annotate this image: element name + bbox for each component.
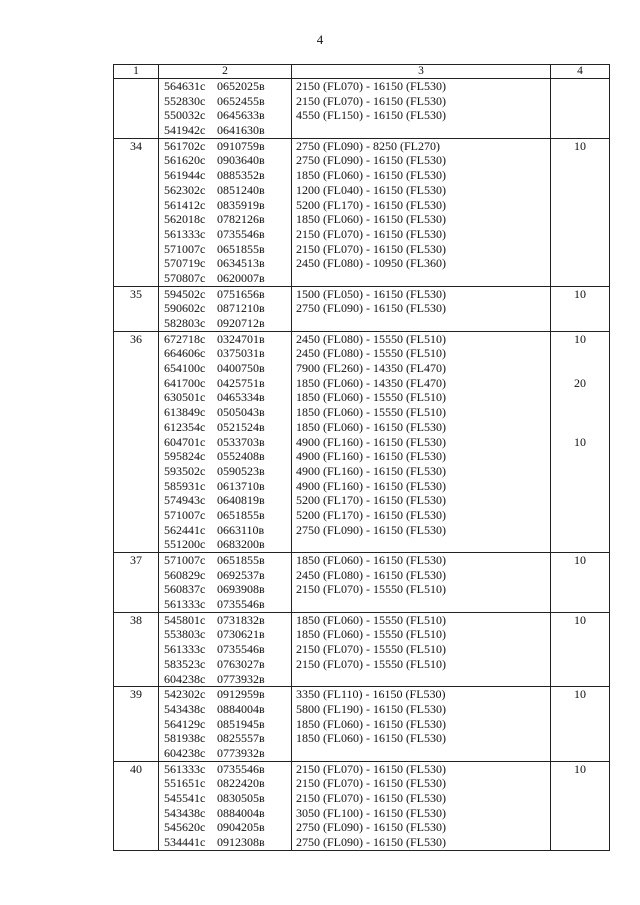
altitude-range: 2450 (FL080) - 16150 (FL530) xyxy=(296,567,446,582)
coordinate-line xyxy=(159,287,291,302)
longitude: 0884004в xyxy=(217,701,265,716)
longitude: 0871210в xyxy=(217,301,265,316)
value-cell xyxy=(551,553,610,613)
longitude: 0735546в xyxy=(217,226,265,241)
latitude: 585931с xyxy=(164,478,206,493)
longitude: 0663110в xyxy=(217,522,265,537)
altitude-range: 2750 (FL090) - 16150 (FL530) xyxy=(296,153,446,168)
table-row xyxy=(114,761,610,850)
value: 10 xyxy=(574,331,586,346)
longitude: 0884004в xyxy=(217,805,265,820)
latitude: 562441с xyxy=(164,522,206,537)
altitude-range: 2450 (FL080) - 10950 (FL360) xyxy=(296,256,446,271)
altitude-range: 3350 (FL110) - 16150 (FL530) xyxy=(296,687,446,702)
coordinate-line xyxy=(159,537,291,552)
coordinate-line xyxy=(159,139,291,154)
latitude: 574943с xyxy=(164,493,206,508)
altitude-range: 5200 (FL170) - 16150 (FL530) xyxy=(296,493,446,508)
longitude: 0730621в xyxy=(217,627,265,642)
latitude: 562018с xyxy=(164,212,206,227)
coordinate-line xyxy=(159,168,291,183)
altitude-range: 1850 (FL060) - 16150 (FL530) xyxy=(296,168,446,183)
longitude: 0851945в xyxy=(217,716,265,731)
latitude: 582803с xyxy=(164,316,206,330)
coordinate-line xyxy=(159,332,291,347)
latitude: 595824с xyxy=(164,449,206,464)
longitude: 0773932в xyxy=(217,671,265,686)
longitude: 0735546в xyxy=(217,597,265,612)
coordinate-line xyxy=(159,731,291,746)
longitude: 0465334в xyxy=(217,390,265,405)
coordinate-line xyxy=(159,657,291,672)
latitude: 561702с xyxy=(164,138,206,153)
table-row xyxy=(114,331,610,552)
longitude: 0763027в xyxy=(217,656,265,671)
longitude: 0613710в xyxy=(217,478,265,493)
coordinate-line xyxy=(159,449,291,464)
coordinate-line xyxy=(159,390,291,405)
value-cell xyxy=(551,687,610,761)
longitude: 0324701в xyxy=(217,331,265,346)
altitude-range: 5200 (FL170) - 16150 (FL530) xyxy=(296,197,446,212)
altitude-range: 4900 (FL160) - 16150 (FL530) xyxy=(296,478,446,493)
longitude: 0830505в xyxy=(217,791,265,805)
longitude: 0825557в xyxy=(217,731,265,746)
coordinate-line xyxy=(159,627,291,642)
table-row xyxy=(114,286,610,331)
coordinate-line xyxy=(159,153,291,168)
latitude: 583523с xyxy=(164,656,206,671)
longitude: 0651855в xyxy=(217,553,265,567)
coordinates-cell xyxy=(159,331,292,552)
section-number-cell xyxy=(114,612,159,686)
value: 10 xyxy=(574,286,586,301)
coordinate-line xyxy=(159,227,291,242)
coordinate-line xyxy=(159,242,291,257)
altitude-range: 2150 (FL070) - 16150 (FL530) xyxy=(296,241,446,256)
altitude-range: 2750 (FL090) - 16150 (FL530) xyxy=(296,820,446,835)
latitude: 571007с xyxy=(164,553,206,567)
section-number-cell xyxy=(114,138,159,286)
longitude: 0751656в xyxy=(217,286,265,301)
latitude: 560837с xyxy=(164,582,206,597)
value xyxy=(551,405,609,420)
latitude: 545801с xyxy=(164,612,206,627)
altitude-range: 2150 (FL070) - 16150 (FL530) xyxy=(296,761,446,776)
coordinate-line xyxy=(159,568,291,583)
altitude-range: 2150 (FL070) - 16150 (FL530) xyxy=(296,791,446,805)
altitude-range: 4900 (FL160) - 16150 (FL530) xyxy=(296,463,446,478)
longitude: 0731832в xyxy=(217,612,265,627)
latitude: 541942с xyxy=(164,123,206,138)
coordinates-cell xyxy=(159,286,292,331)
coordinates-cell xyxy=(159,612,292,686)
altitude-range: 1850 (FL060) - 14350 (FL470) xyxy=(296,375,446,390)
coordinate-line xyxy=(159,553,291,568)
coordinate-line xyxy=(159,479,291,494)
coordinate-line xyxy=(159,79,291,94)
latitude: 564129с xyxy=(164,716,206,731)
latitude: 551651с xyxy=(164,776,206,791)
coordinate-line xyxy=(159,316,291,331)
coordinate-line xyxy=(159,642,291,657)
section-number: 39 xyxy=(130,687,142,702)
coordinate-line xyxy=(159,123,291,138)
latitude: 604238с xyxy=(164,671,206,686)
coordinate-line xyxy=(159,301,291,316)
altitude-range-cell xyxy=(292,286,551,331)
coordinate-line xyxy=(159,597,291,612)
longitude: 0835919в xyxy=(217,197,265,212)
latitude: 604238с xyxy=(164,745,206,760)
coordinate-line xyxy=(159,762,291,777)
latitude: 543438с xyxy=(164,805,206,820)
altitude-range-cell xyxy=(292,331,551,552)
latitude: 664606с xyxy=(164,346,206,361)
latitude: 534441с xyxy=(164,835,206,850)
coordinates-cell xyxy=(159,138,292,286)
coordinate-line xyxy=(159,183,291,198)
coordinate-line xyxy=(159,94,291,109)
table-row xyxy=(114,553,610,613)
altitude-range: 4900 (FL160) - 16150 (FL530) xyxy=(296,434,446,449)
value: 20 xyxy=(574,375,586,390)
coordinate-line xyxy=(159,835,291,850)
longitude: 0693908в xyxy=(217,582,265,597)
altitude-range: 2750 (FL090) - 16150 (FL530) xyxy=(296,835,446,850)
coordinate-line xyxy=(159,271,291,286)
longitude: 0904205в xyxy=(217,820,265,835)
coordinate-line xyxy=(159,212,291,227)
longitude: 0912959в xyxy=(217,687,265,702)
longitude: 0652455в xyxy=(217,93,265,108)
airspace-table xyxy=(113,64,610,851)
coordinate-line xyxy=(159,376,291,391)
coordinate-line xyxy=(159,820,291,835)
coordinate-line xyxy=(159,464,291,479)
coordinate-line xyxy=(159,256,291,271)
latitude: 571007с xyxy=(164,507,206,522)
latitude: 542302с xyxy=(164,687,206,702)
altitude-range: 5800 (FL190) - 16150 (FL530) xyxy=(296,701,446,716)
altitude-range: 7900 (FL260) - 14350 (FL470) xyxy=(296,361,446,376)
value: 10 xyxy=(574,761,586,776)
table-row xyxy=(114,612,610,686)
altitude-range: 2150 (FL070) - 15550 (FL510) xyxy=(296,582,446,597)
altitude-range: 4900 (FL160) - 16150 (FL530) xyxy=(296,449,446,464)
longitude: 0903640в xyxy=(217,153,265,168)
latitude: 561620с xyxy=(164,153,206,168)
longitude: 0920712в xyxy=(217,316,265,330)
altitude-range-cell xyxy=(292,553,551,613)
altitude-range: 1850 (FL060) - 16150 (FL530) xyxy=(296,716,446,731)
longitude: 0912308в xyxy=(217,835,265,850)
coordinate-line xyxy=(159,776,291,791)
longitude: 0910759в xyxy=(217,138,265,153)
header-col-3: 3 xyxy=(292,65,551,79)
latitude: 561333с xyxy=(164,597,206,612)
table-row xyxy=(114,138,610,286)
latitude: 612354с xyxy=(164,419,206,434)
longitude: 0533703в xyxy=(217,434,265,449)
longitude: 0782126в xyxy=(217,212,265,227)
header-col-2: 2 xyxy=(159,65,292,79)
coordinate-line xyxy=(159,791,291,806)
longitude: 0651855в xyxy=(217,507,265,522)
latitude: 654100с xyxy=(164,361,206,376)
altitude-range: 2750 (FL090) - 16150 (FL530) xyxy=(296,301,446,316)
coordinate-line xyxy=(159,717,291,732)
longitude: 0590523в xyxy=(217,463,265,478)
latitude: 561333с xyxy=(164,226,206,241)
section-number-cell xyxy=(114,761,159,850)
value-cell xyxy=(551,286,610,331)
latitude: 630501с xyxy=(164,390,206,405)
coordinate-line xyxy=(159,806,291,821)
value xyxy=(551,346,609,361)
altitude-range: 1850 (FL060) - 15550 (FL510) xyxy=(296,390,446,405)
longitude: 0651855в xyxy=(217,241,265,256)
latitude: 571007с xyxy=(164,241,206,256)
longitude: 0652025в xyxy=(217,79,265,93)
longitude: 0505043в xyxy=(217,405,265,420)
latitude: 545541с xyxy=(164,791,206,805)
latitude: 561944с xyxy=(164,168,206,183)
longitude: 0822420в xyxy=(217,776,265,791)
table-header-row xyxy=(114,65,610,79)
coordinate-line xyxy=(159,582,291,597)
longitude: 0645633в xyxy=(217,108,265,123)
altitude-range: 2150 (FL070) - 16150 (FL530) xyxy=(296,93,446,108)
section-number: 38 xyxy=(130,612,142,627)
longitude: 0735546в xyxy=(217,761,265,776)
altitude-range-cell xyxy=(292,612,551,686)
longitude: 0773932в xyxy=(217,745,265,760)
coordinate-line xyxy=(159,346,291,361)
value-cell xyxy=(551,331,610,552)
section-number: 34 xyxy=(130,138,142,153)
altitude-range: 2150 (FL070) - 16150 (FL530) xyxy=(296,776,446,791)
latitude: 593502с xyxy=(164,463,206,478)
longitude: 0641630в xyxy=(217,123,265,138)
altitude-range: 4550 (FL150) - 16150 (FL530) xyxy=(296,108,446,123)
altitude-range: 1850 (FL060) - 15550 (FL510) xyxy=(296,405,446,420)
latitude: 543438с xyxy=(164,701,206,716)
value: 10 xyxy=(574,687,586,702)
section-number: 36 xyxy=(130,331,142,346)
altitude-range: 2750 (FL090) - 8250 (FL270) xyxy=(296,138,440,153)
table-row xyxy=(114,687,610,761)
altitude-range: 2750 (FL090) - 16150 (FL530) xyxy=(296,522,446,537)
altitude-range: 2450 (FL080) - 15550 (FL510) xyxy=(296,331,446,346)
altitude-range-cell xyxy=(292,79,551,139)
value-cell xyxy=(551,612,610,686)
section-number: 40 xyxy=(130,761,142,776)
coordinate-line xyxy=(159,746,291,761)
header-col-4: 4 xyxy=(551,65,610,79)
coordinate-line xyxy=(159,613,291,628)
value-cell xyxy=(551,138,610,286)
longitude: 0683200в xyxy=(217,537,265,552)
latitude: 561333с xyxy=(164,642,206,657)
altitude-range-cell xyxy=(292,761,551,850)
latitude: 553803с xyxy=(164,627,206,642)
value xyxy=(551,390,609,405)
coordinate-line xyxy=(159,420,291,435)
coordinate-line xyxy=(159,687,291,702)
value xyxy=(551,361,609,376)
coordinate-line xyxy=(159,672,291,687)
section-number-cell xyxy=(114,687,159,761)
latitude: 562302с xyxy=(164,182,206,197)
longitude: 0640819в xyxy=(217,493,265,508)
latitude: 564631с xyxy=(164,79,206,93)
coordinates-cell xyxy=(159,761,292,850)
altitude-range: 2150 (FL070) - 15550 (FL510) xyxy=(296,656,446,671)
latitude: 641700с xyxy=(164,375,206,390)
altitude-range: 1200 (FL040) - 16150 (FL530) xyxy=(296,182,446,197)
value: 10 xyxy=(574,434,586,449)
coordinate-line xyxy=(159,198,291,213)
longitude: 0375031в xyxy=(217,346,265,361)
altitude-range: 1850 (FL060) - 16150 (FL530) xyxy=(296,419,446,434)
altitude-range-cell xyxy=(292,138,551,286)
header-col-1: 1 xyxy=(114,65,159,79)
latitude: 545620с xyxy=(164,820,206,835)
latitude: 550032с xyxy=(164,108,206,123)
coordinates-cell xyxy=(159,79,292,139)
longitude: 0634513в xyxy=(217,256,265,271)
latitude: 551200с xyxy=(164,537,206,552)
altitude-range: 1850 (FL060) - 15550 (FL510) xyxy=(296,627,446,642)
coordinate-line xyxy=(159,405,291,420)
page-number: 4 xyxy=(316,32,324,47)
section-number xyxy=(114,79,158,94)
section-number-cell xyxy=(114,331,159,552)
longitude: 0552408в xyxy=(217,449,265,464)
latitude: 552830с xyxy=(164,93,206,108)
longitude: 0692537в xyxy=(217,567,265,582)
altitude-range: 5200 (FL170) - 16150 (FL530) xyxy=(296,507,446,522)
coordinate-line xyxy=(159,523,291,538)
section-number: 37 xyxy=(130,553,142,567)
altitude-range: 2450 (FL080) - 15550 (FL510) xyxy=(296,346,446,361)
longitude: 0851240в xyxy=(217,182,265,197)
latitude: 561412с xyxy=(164,197,206,212)
latitude: 590602с xyxy=(164,301,206,316)
longitude: 0620007в xyxy=(217,270,265,285)
altitude-range-cell xyxy=(292,687,551,761)
altitude-range: 3050 (FL100) - 16150 (FL530) xyxy=(296,805,446,820)
longitude: 0400750в xyxy=(217,361,265,376)
longitude: 0521524в xyxy=(217,419,265,434)
value-cell xyxy=(551,79,610,139)
latitude: 581938с xyxy=(164,731,206,746)
value: 10 xyxy=(574,553,586,567)
value: 10 xyxy=(574,612,586,627)
table-row xyxy=(114,79,610,139)
altitude-range: 2150 (FL070) - 16150 (FL530) xyxy=(296,226,446,241)
latitude: 594502с xyxy=(164,286,206,301)
latitude: 561333с xyxy=(164,761,206,776)
altitude-range: 1850 (FL060) - 15550 (FL510) xyxy=(296,612,446,627)
coordinate-line xyxy=(159,493,291,508)
coordinate-line xyxy=(159,435,291,450)
value-cell xyxy=(551,761,610,850)
altitude-range: 2150 (FL070) - 15550 (FL510) xyxy=(296,642,446,657)
coordinate-line xyxy=(159,108,291,123)
coordinates-cell xyxy=(159,553,292,613)
longitude: 0885352в xyxy=(217,168,265,183)
longitude: 0735546в xyxy=(217,642,265,657)
value xyxy=(551,420,609,435)
altitude-range: 1500 (FL050) - 16150 (FL530) xyxy=(296,286,446,301)
latitude: 570719с xyxy=(164,256,206,271)
coordinate-line xyxy=(159,361,291,376)
latitude: 672718с xyxy=(164,331,206,346)
latitude: 613849с xyxy=(164,405,206,420)
altitude-range: 1850 (FL060) - 16150 (FL530) xyxy=(296,553,446,567)
latitude: 604701с xyxy=(164,434,206,449)
value: 10 xyxy=(574,138,586,153)
latitude: 560829с xyxy=(164,567,206,582)
section-number: 35 xyxy=(130,286,142,301)
longitude: 0425751в xyxy=(217,375,265,390)
latitude: 570807с xyxy=(164,270,206,285)
coordinate-line xyxy=(159,702,291,717)
section-number-cell xyxy=(114,286,159,331)
altitude-range: 1850 (FL060) - 16150 (FL530) xyxy=(296,731,446,746)
section-number-cell xyxy=(114,553,159,613)
altitude-range: 2150 (FL070) - 16150 (FL530) xyxy=(296,79,446,93)
altitude-range: 1850 (FL060) - 16150 (FL530) xyxy=(296,212,446,227)
coordinate-line xyxy=(159,508,291,523)
section-number-cell xyxy=(114,79,159,139)
coordinates-cell xyxy=(159,687,292,761)
